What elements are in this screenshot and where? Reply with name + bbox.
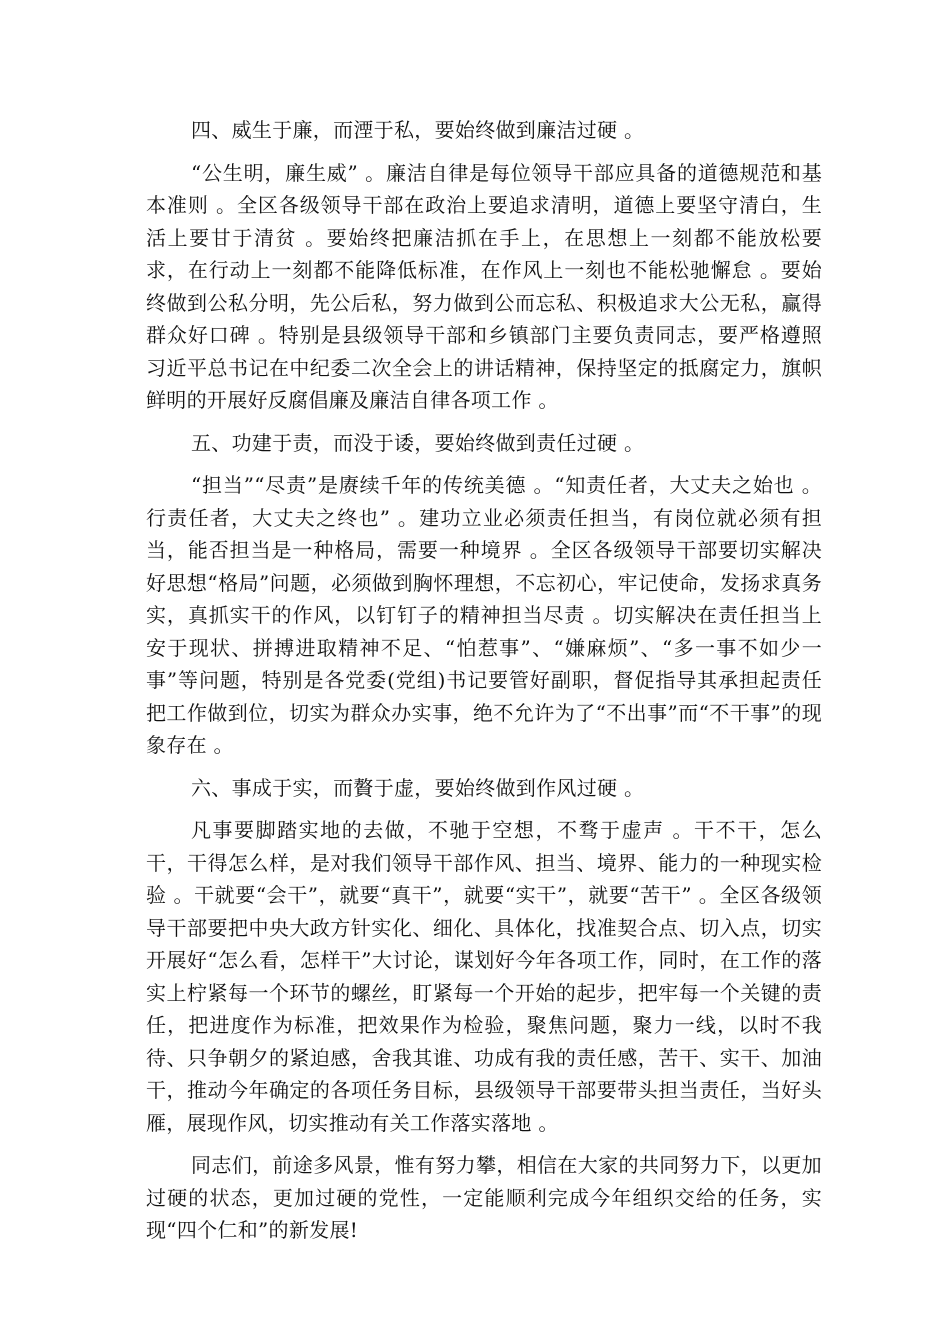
document-body bbox=[146, 114, 822, 1257]
section-paragraph-6: 凡事要脚踏实地的去做，不驰于空想，不骛于虚声 。干不干，怎么干，干得怎么样，是对我们领导干部作风、担当、境界、能力的一种现实检验 。干就要“会干”，就要“真干”，就要“实干”，就要“苦干” 。全区各级领导干部要把中央大政方针实化、细化、具体化，找准契合点、切入点，切实开展好“怎么看，怎样干”大讨论，谋划好今年各项工作，同时，在工作的落实上柠紧每一个环节的螺丝，盯紧每一个开始的起步，把牢每一个关键的责任，把进度作为标准，把效果作为检验，聚焦问题，聚力一线，以时不我待、只争朝夕的紧迫感，舍我其谁、功成有我的责任感，苦干、实干、加油干，推动今年确定的各项任务目标，县级领导干部要带头担当责任，当好头雁，展现作风，切实推动有关工作落实落地 。 bbox=[146, 818, 822, 1135]
section-paragraph-5: “担当”“尽责”是赓续千年的传统美德 。“知责任者，大丈夫之始也 。行责任者，大丈夫之终也” 。建功立业必须责任担当，有岗位就必须有担当，能否担当是一种格局，需要一种境界 。全区各级领导干部要切实解决好思想“格局”问题，必须做到胸怀理想，不忘初心，牢记使命，发扬求真务实，真抓实干的作风，以钉钉子的精神担当尽责 。切实解决在责任担当上安于现状、拼搏进取精神不足、“怕惹事”、“嫌麻烦”、“多一事不如少一事”等问题，特别是各党委(党组)书记要管好副职，督促指导其承担起责任把工作做到位，切实为群众办实事，绝不允许为了“不出事”而“不干事”的现象存在 。 bbox=[146, 473, 822, 757]
closing-paragraph: 同志们，前途多风景，惟有努力攀，相信在大家的共同努力下，以更加过硬的状态，更加过硬的党性，一定能顺利完成今年组织交给的任务，实现“四个仁和”的新发展! bbox=[146, 1153, 822, 1242]
section-paragraph-4: “公生明，廉生威” 。廉洁自律是每位领导干部应具备的道德规范和基本准则 。全区各级领导干部在政治上要追求清明，道德上要坚守清白，生活上要甘于清贫 。要始终把廉洁抓在手上，在思想上一刻都不能放松要求，在行动上一刻都不能降低标准，在作风上一刻也不能松驰懈怠 。要始终做到公私分明，先公后私，努力做到公而忘私、积极追求大公无私，赢得群众好口碑 。特别是县级领导干部和乡镇部门主要负责同志，要严格遵照习近平总书记在中纪委二次全会上的讲话精神，保持坚定的抵腐定力，旗帜鲜明的开展好反腐倡廉及廉洁自律各项工作 。 bbox=[146, 160, 822, 412]
section-heading-4: 四、威生于廉，而湮于私，要始终做到廉洁过硬 。 bbox=[191, 118, 645, 142]
section-heading-6: 六、事成于实，而贅于虚，要始终做到作风过硬 。 bbox=[191, 775, 645, 800]
section-heading-5: 五、功建于责，而没于诿，要始终做到责任过硬 。 bbox=[191, 430, 645, 455]
